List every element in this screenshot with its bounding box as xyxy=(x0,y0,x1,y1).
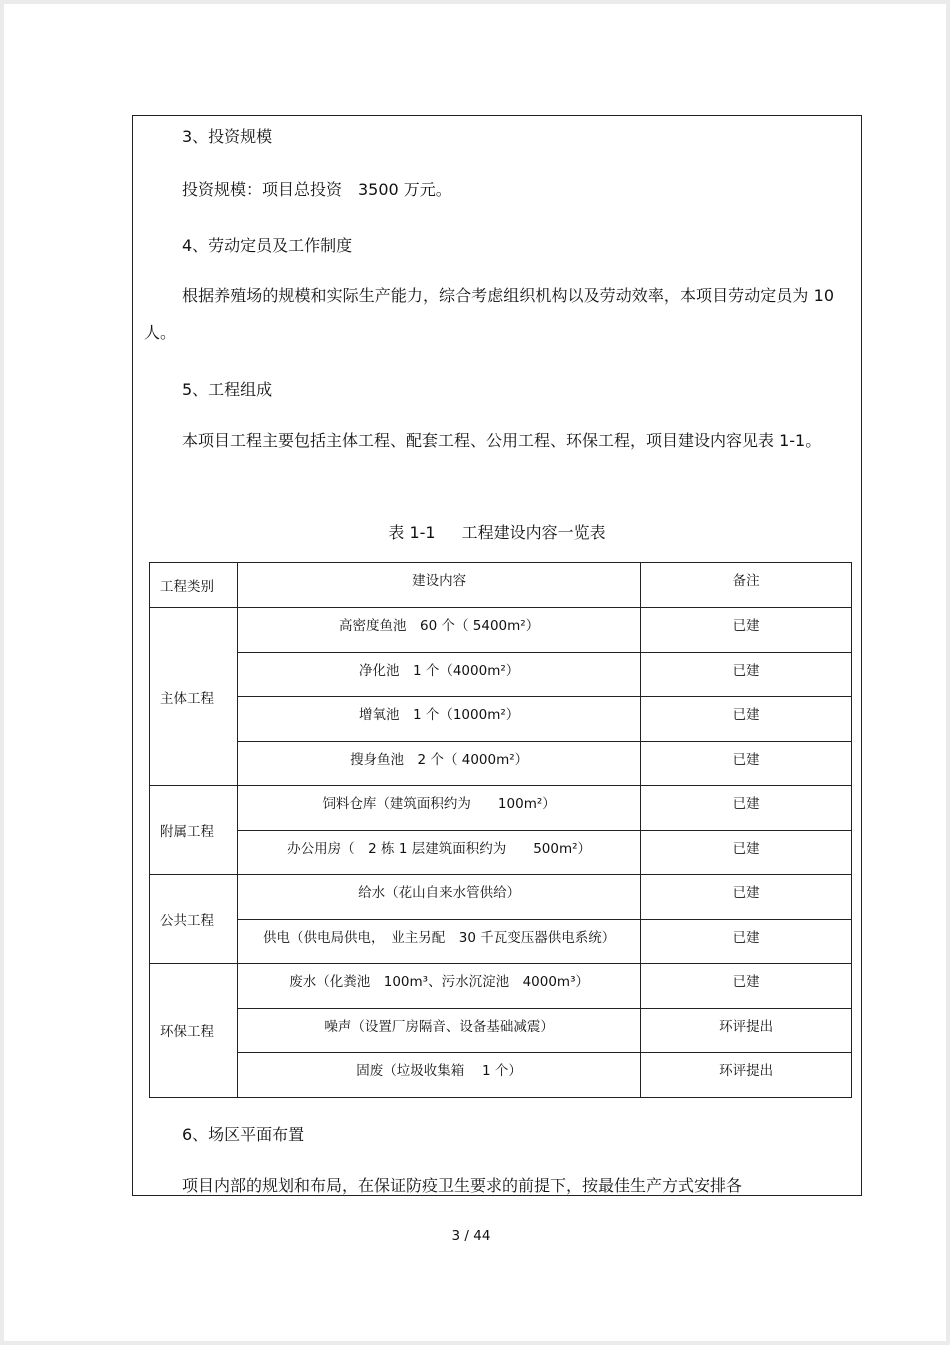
table-caption xyxy=(132,520,862,543)
remark-cell: 已建 xyxy=(641,964,852,1009)
content-cell: 噪声（设置厂房隔音、设备基础减震） xyxy=(237,1008,640,1053)
remark-cell: 已建 xyxy=(641,741,852,786)
staff-heading: 4、劳动定员及工作制度 xyxy=(182,236,353,255)
table-row xyxy=(150,1053,852,1098)
table-row xyxy=(150,1008,852,1053)
investment-heading: 3、投资规模 xyxy=(182,127,273,146)
table-row xyxy=(150,830,852,875)
remark-cell: 环评提出 xyxy=(641,1008,852,1053)
content-cell: 固废（垃圾收集箱 1 个） xyxy=(237,1053,640,1098)
table-row xyxy=(150,697,852,742)
remark-cell: 已建 xyxy=(641,919,852,964)
content-cell: 增氧池 1 个（1000m²） xyxy=(237,697,640,742)
page-indicator: 3 / 44 xyxy=(451,1228,491,1244)
remark-cell: 已建 xyxy=(641,608,852,653)
content-cell: 供电（供电局供电， 业主另配 30 千瓦变压器供电系统） xyxy=(237,919,640,964)
table-row xyxy=(150,786,852,831)
category-cell: 环保工程 xyxy=(150,964,238,1098)
remark-cell: 已建 xyxy=(641,830,852,875)
remark-cell: 环评提出 xyxy=(641,1053,852,1098)
table-row xyxy=(150,741,852,786)
staff-text: 根据养殖场的规模和实际生产能力，综合考虑组织机构以及劳动效率，本项目劳动定员为 10人。 xyxy=(144,286,834,342)
content-cell: 给水（花山自来水管供给） xyxy=(237,875,640,920)
table-row xyxy=(150,964,852,1009)
composition-text: 本项目工程主要包括主体工程、配套工程、公用工程、环保工程，项目建设内容见表 1-1。 xyxy=(182,431,822,450)
table-header-row xyxy=(150,563,852,608)
layout-text: 项目内部的规划和布局，在保证防疫卫生要求的前提下，按最佳生产方式安排各 xyxy=(182,1176,743,1195)
remark-cell: 已建 xyxy=(641,875,852,920)
header-remark: 备注 xyxy=(641,563,852,608)
category-cell: 主体工程 xyxy=(150,608,238,786)
investment-text: 投资规模：项目总投资 3500 万元。 xyxy=(182,180,452,199)
table-row xyxy=(150,652,852,697)
remark-cell: 已建 xyxy=(641,652,852,697)
header-content: 建设内容 xyxy=(237,563,640,608)
construction-content-table xyxy=(149,562,852,1098)
remark-cell: 已建 xyxy=(641,786,852,831)
category-cell: 附属工程 xyxy=(150,786,238,875)
content-cell: 净化池 1 个（4000m²） xyxy=(237,652,640,697)
content-cell: 饲料仓库（建筑面积约为 100m²） xyxy=(237,786,640,831)
table-caption-title: 工程建设内容一览表 xyxy=(461,523,606,542)
table-caption-number: 表 1-1 xyxy=(388,523,436,542)
content-cell: 废水（化粪池 100m³、污水沉淀池 4000m³） xyxy=(237,964,640,1009)
layout-heading: 6、场区平面布置 xyxy=(182,1125,305,1144)
content-cell: 高密度鱼池 60 个（ 5400m²） xyxy=(237,608,640,653)
category-cell: 公共工程 xyxy=(150,875,238,964)
content-cell: 搜身鱼池 2 个（ 4000m²） xyxy=(237,741,640,786)
remark-cell: 已建 xyxy=(641,697,852,742)
content-cell: 办公用房（ 2 栋 1 层建筑面积约为 500m²） xyxy=(237,830,640,875)
table-row xyxy=(150,608,852,653)
table-row xyxy=(150,919,852,964)
header-category: 工程类别 xyxy=(150,563,238,608)
composition-heading: 5、工程组成 xyxy=(182,380,273,399)
table-row xyxy=(150,875,852,920)
